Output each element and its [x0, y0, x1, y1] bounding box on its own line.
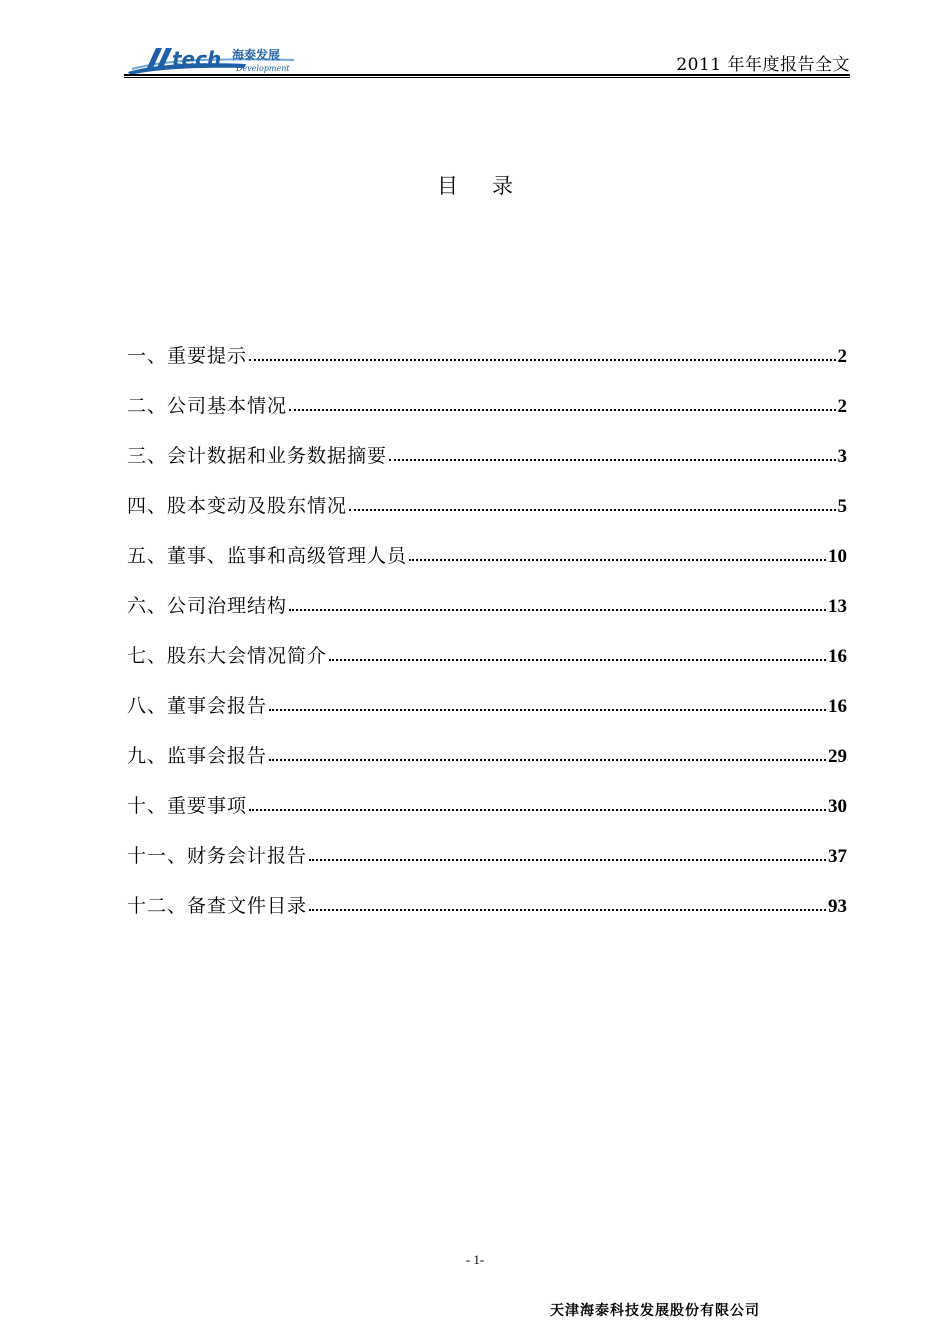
toc-leader-dots — [349, 509, 835, 511]
toc-entry[interactable] — [127, 718, 847, 768]
page-header — [124, 36, 850, 76]
toc-entry[interactable] — [127, 518, 847, 568]
toc-entry-label: 八、董事会报告 — [127, 695, 268, 717]
toc-entry-label: 十一、财务会计报告 — [127, 845, 308, 867]
toc-entry-label: 一、重要提示 — [127, 345, 248, 367]
toc-entry-page: 16 — [828, 696, 847, 717]
hitech-logo — [126, 42, 296, 76]
toc-entry-page: 5 — [837, 496, 847, 517]
toc-entry-page: 2 — [837, 396, 847, 417]
toc-heading: 目录 — [437, 174, 547, 198]
toc-entry-label: 三、会计数据和业务数据摘要 — [127, 445, 388, 467]
toc-entry[interactable] — [127, 468, 847, 518]
table-of-contents — [127, 318, 847, 918]
svg-text:Development: Development — [236, 64, 290, 73]
toc-entry[interactable] — [127, 868, 847, 918]
toc-entry-label: 七、股东大会情况简介 — [127, 645, 328, 667]
toc-leader-dots — [309, 859, 826, 861]
toc-entry[interactable] — [127, 568, 847, 618]
toc-entry[interactable] — [127, 768, 847, 818]
toc-leader-dots — [329, 659, 826, 661]
svg-text:tech: tech — [172, 47, 222, 71]
toc-entry-page: 37 — [828, 846, 847, 867]
report-title: 2011 年年度报告全文 — [676, 55, 850, 75]
header-divider — [124, 74, 850, 76]
toc-leader-dots — [289, 409, 835, 411]
toc-entry-label: 十、重要事项 — [127, 795, 248, 817]
toc-entry-page: 3 — [837, 446, 847, 467]
toc-leader-dots — [269, 759, 826, 761]
toc-entry-page: 2 — [837, 346, 847, 367]
toc-entry-page: 16 — [828, 646, 847, 667]
toc-entry[interactable] — [127, 818, 847, 868]
toc-entry[interactable] — [127, 368, 847, 418]
toc-entry-label: 六、公司治理结构 — [127, 595, 288, 617]
toc-leader-dots — [309, 909, 826, 911]
toc-leader-dots — [289, 609, 826, 611]
toc-entry-label: 四、股本变动及股东情况 — [127, 495, 348, 517]
toc-entry-page: 93 — [828, 896, 847, 917]
toc-leader-dots — [249, 359, 835, 361]
header-divider-thin — [124, 77, 850, 78]
toc-entry-label: 五、董事、监事和高级管理人员 — [127, 545, 408, 567]
toc-entry[interactable] — [127, 668, 847, 718]
toc-entry[interactable] — [127, 318, 847, 368]
logo-cn-text: 海泰发展 — [232, 48, 281, 62]
toc-entry-page: 13 — [828, 596, 847, 617]
toc-leader-dots — [249, 809, 826, 811]
toc-entry-label: 二、公司基本情况 — [127, 395, 288, 417]
toc-entry[interactable] — [127, 618, 847, 668]
toc-leader-dots — [389, 459, 835, 461]
toc-leader-dots — [409, 559, 826, 561]
toc-entry-label: 九、监事会报告 — [127, 745, 268, 767]
toc-entry-page: 10 — [828, 546, 847, 567]
toc-entry-page: 30 — [828, 796, 847, 817]
toc-entry-label: 十二、备查文件目录 — [127, 895, 308, 917]
page-number: - 1- — [465, 1252, 485, 1267]
company-name: 天津海泰科技发展股份有限公司 — [550, 1303, 760, 1319]
toc-entry[interactable] — [127, 418, 847, 468]
toc-leader-dots — [269, 709, 826, 711]
toc-entry-page: 29 — [828, 746, 847, 767]
